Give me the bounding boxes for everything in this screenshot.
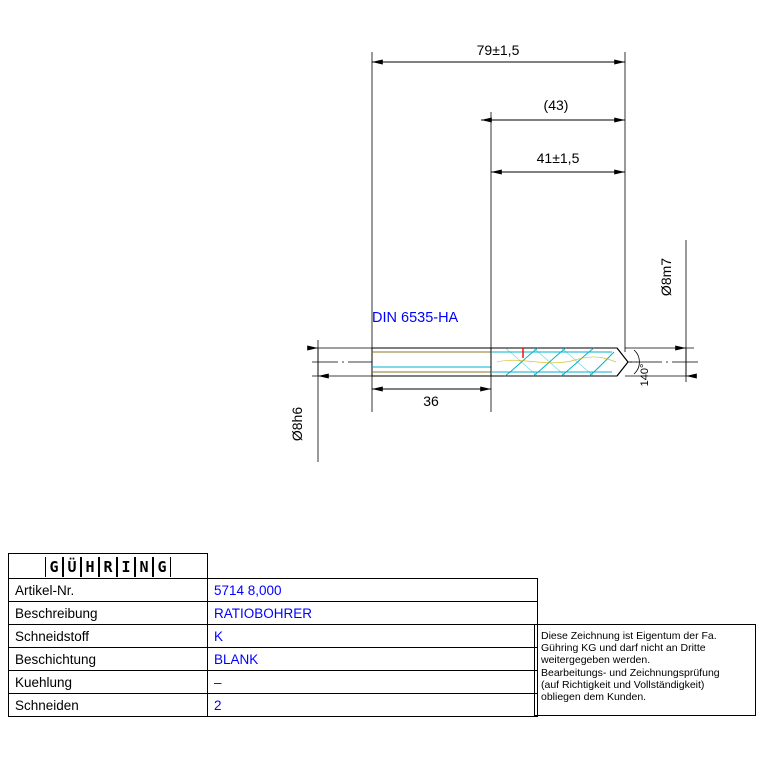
dim-shank-diameter: Ø8h6: [289, 406, 305, 442]
row-value-schneidstoff: K: [208, 625, 538, 648]
row-value-kuehlung: –: [208, 671, 538, 694]
logo-cell: [9, 554, 208, 579]
row-label-artikel-nr: Artikel-Nr.: [9, 579, 208, 602]
note-line: Gühring KG und darf nicht an Dritte: [541, 642, 706, 655]
row-value-beschichtung: BLANK: [208, 648, 538, 671]
guehring-logo: G Ü H R I N G: [26, 557, 190, 577]
note-line: (auf Richtigkeit und Vollständigkeit): [541, 678, 705, 691]
row-value-artikel-nr: 5714 8,000: [208, 579, 538, 602]
witness-lines: [312, 52, 694, 462]
copyright-note: [534, 624, 756, 716]
note-line: Bearbeitungs- und Zeichnungsprüfung: [541, 666, 720, 679]
table-row: [9, 602, 538, 625]
row-value-schneiden: 2: [208, 694, 538, 717]
row-value-beschreibung: RATIOBOHRER: [208, 602, 538, 625]
table-row: [9, 648, 538, 671]
dim-body-diameter: Ø8m7: [658, 257, 674, 297]
title-block: [8, 553, 538, 717]
dim-flute-length: 41±1,5: [536, 150, 580, 166]
tool-flute-body: [491, 348, 639, 376]
note-line: weitergegeben werden.: [541, 654, 651, 667]
dim-shank-length: 36: [423, 393, 439, 409]
table-row: [9, 671, 538, 694]
row-label-schneidstoff: Schneidstoff: [9, 625, 208, 648]
note-line: Diese Zeichnung ist Eigentum der Fa.: [541, 630, 717, 642]
dim-reference-length: (43): [543, 97, 569, 113]
table-row: [9, 579, 538, 602]
note-line: obliegen dem Kunden.: [541, 691, 647, 704]
dim-point-angle: 140°: [639, 363, 651, 387]
tool-shank: [372, 348, 491, 376]
title-block-logo-row: [9, 554, 538, 579]
logo-spacer: [208, 554, 538, 579]
dimension-lines: [318, 62, 686, 389]
dim-total-length: 79±1,5: [476, 42, 520, 58]
row-label-schneiden: Schneiden: [9, 694, 208, 717]
table-row: [9, 694, 538, 717]
row-label-kuehlung: Kuehlung: [9, 671, 208, 694]
table-row: [9, 625, 538, 648]
row-label-beschichtung: Beschichtung: [9, 648, 208, 671]
standard-label: DIN 6535-HA: [372, 310, 459, 326]
row-label-beschreibung: Beschreibung: [9, 602, 208, 625]
